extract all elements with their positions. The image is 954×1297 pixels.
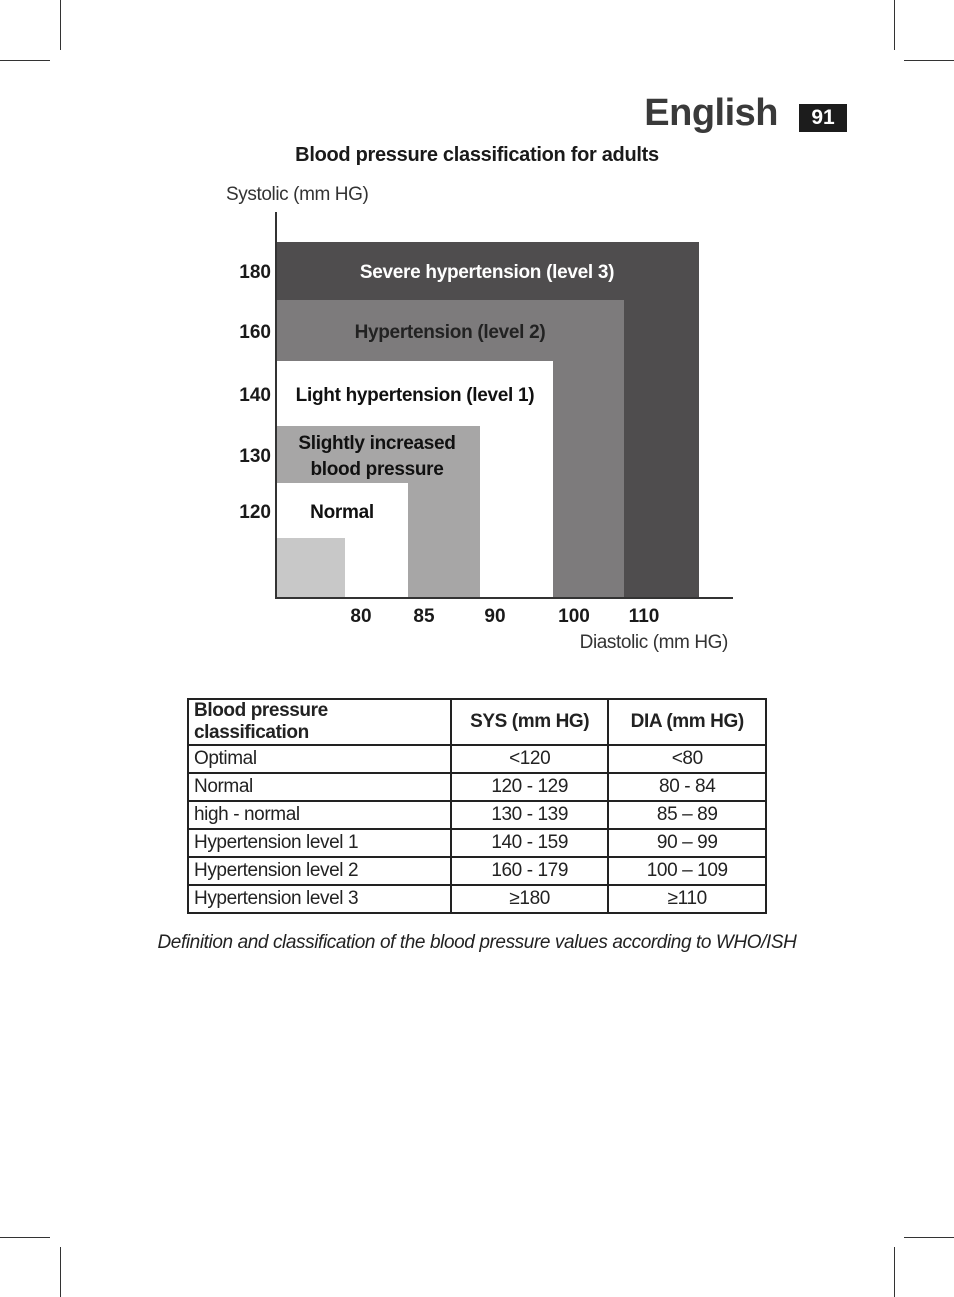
table-header-cell: Blood pressure classification xyxy=(188,699,451,745)
x-tick-label: 90 xyxy=(484,606,506,627)
table-cell: 160 - 179 xyxy=(451,857,609,885)
table-caption: Definition and classification of the blood pressure values according to WHO/ISH xyxy=(157,932,797,953)
x-axis-label: Diastolic (mm HG) xyxy=(579,632,728,653)
table-cell: 130 - 139 xyxy=(451,801,609,829)
crop-mark xyxy=(904,1237,954,1238)
table-cell: Normal xyxy=(188,773,451,801)
table-cell: 100 – 109 xyxy=(608,857,766,885)
table-cell: Hypertension level 2 xyxy=(188,857,451,885)
table-cell: Optimal xyxy=(188,745,451,773)
region-label: Light hypertension (level 1) xyxy=(295,385,535,406)
table-cell: Hypertension level 3 xyxy=(188,885,451,913)
table-row xyxy=(188,885,766,913)
region-label: blood pressure xyxy=(310,459,444,480)
chart-title: Blood pressure classification for adults xyxy=(295,144,659,166)
table-cell: <120 xyxy=(451,745,609,773)
y-tick-label: 140 xyxy=(239,385,271,406)
crop-mark xyxy=(894,1247,895,1297)
bp-classification-table xyxy=(187,698,767,914)
table-cell: ≥110 xyxy=(608,885,766,913)
x-tick-label: 80 xyxy=(350,606,372,627)
y-axis-label: Systolic (mm HG) xyxy=(226,184,369,205)
region-label: Normal xyxy=(310,502,374,523)
y-tick-label: 130 xyxy=(239,446,271,467)
language-heading: English xyxy=(644,92,778,134)
region-label: Hypertension (level 2) xyxy=(354,322,546,343)
table-cell: ≥180 xyxy=(451,885,609,913)
x-tick-label: 110 xyxy=(628,606,660,627)
table-row xyxy=(188,773,766,801)
crop-mark xyxy=(0,1237,50,1238)
table-row xyxy=(188,745,766,773)
table-row xyxy=(188,857,766,885)
table-cell: 120 - 129 xyxy=(451,773,609,801)
table-header-row xyxy=(188,699,766,745)
table-header-cell: DIA (mm HG) xyxy=(608,699,766,745)
table-row xyxy=(188,829,766,857)
page-number: 91 xyxy=(799,104,847,132)
region-label: Severe hypertension (level 3) xyxy=(359,262,615,283)
y-tick-label: 120 xyxy=(239,502,271,523)
y-tick-label: 160 xyxy=(239,322,271,343)
table-cell: <80 xyxy=(608,745,766,773)
table-cell: 140 - 159 xyxy=(451,829,609,857)
x-tick-label: 100 xyxy=(558,606,590,627)
x-tick-label: 85 xyxy=(413,606,435,627)
table-cell: 85 – 89 xyxy=(608,801,766,829)
table-cell: high - normal xyxy=(188,801,451,829)
table-row xyxy=(188,801,766,829)
table-cell: 90 – 99 xyxy=(608,829,766,857)
table-cell: Hypertension level 1 xyxy=(188,829,451,857)
table-header-cell: SYS (mm HG) xyxy=(451,699,609,745)
y-tick-label: 180 xyxy=(239,262,271,283)
table-cell: 80 - 84 xyxy=(608,773,766,801)
region-optimal xyxy=(276,538,345,598)
region-label: Slightly increased xyxy=(298,433,456,454)
crop-mark xyxy=(60,1247,61,1297)
